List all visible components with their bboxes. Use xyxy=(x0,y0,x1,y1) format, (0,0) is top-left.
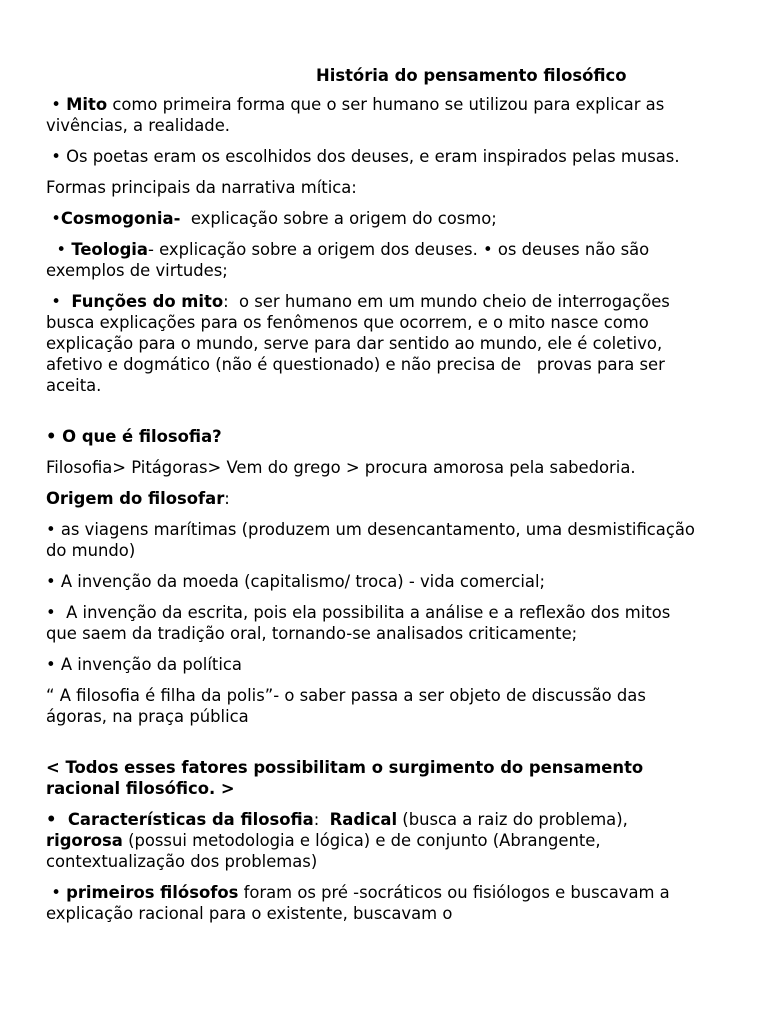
bullet: • xyxy=(46,883,67,902)
paragraph-formas: Formas principais da narrativa mítica: xyxy=(46,178,357,197)
paragraph-text: : o ser humano em um mundo cheio de interrogações busca explicações para os fenômenos que ocorrem, e o mito nasce como explicação para o mundo, serve para dar sentido ao mundo, ele é coletivo, afetivo e dogmático (não é questionado) e não precisa de provas para ser aceita. xyxy=(46,292,676,395)
spacer xyxy=(46,406,696,426)
paragraph-text: : xyxy=(313,810,330,829)
paragraph-poetas: • Os poetas eram os escolhidos dos deuses, e eram inspirados pelas musas. xyxy=(46,147,680,166)
heading-origem-do-filosofar xyxy=(46,488,696,509)
paragraph-invencao-politica: • A invenção da política xyxy=(46,655,242,674)
paragraph-text: explicação sobre a origem do cosmo; xyxy=(180,209,497,228)
paragraph-text: (possui metodologia e lógica) e de conjunto (Abrangente, contextualização dos problemas) xyxy=(46,831,606,871)
bullet: • xyxy=(46,95,67,114)
bullet: • xyxy=(46,209,61,228)
paragraph-text: : xyxy=(224,489,230,508)
term-rigorosa: rigorosa xyxy=(46,831,123,850)
term-teologia: Teologia xyxy=(71,240,148,259)
term-mito: Mito xyxy=(66,95,108,114)
bold-text: < Todos esses fatores possibilitam o surgimento do pensamento racional filosófico. > xyxy=(46,758,644,798)
paragraph-text: (busca a raiz do problema), xyxy=(397,810,634,829)
term-primeiros-filosofos: primeiros filósofos xyxy=(66,883,239,902)
paragraph-text: foram os pré -socráticos ou fisiólogos e buscavam a explicação racional para o existente, buscavam o xyxy=(46,883,675,923)
paragraph-funcoes-do-mito xyxy=(46,291,696,396)
heading-text: • O que é filosofia? xyxy=(46,427,222,446)
paragraph-fatores xyxy=(46,757,696,799)
paragraph-teologia xyxy=(46,239,696,281)
heading-o-que-e-filosofia xyxy=(46,426,696,447)
term-caracteristicas: • Características da filosofia xyxy=(46,810,314,829)
paragraph-caracteristicas xyxy=(46,809,696,872)
bullet: • xyxy=(46,240,72,259)
paragraph-invencao-moeda: • A invenção da moeda (capitalismo/ troca) - vida comercial; xyxy=(46,572,546,591)
paragraph-text: - explicação sobre a origem dos deuses. • os deuses não são exemplos de virtudes; xyxy=(46,240,655,280)
term-radical: Radical xyxy=(329,810,398,829)
paragraph-filosofia-pitagoras: Filosofia> Pitágoras> Vem do grego > procura amorosa pela sabedoria. xyxy=(46,458,636,477)
document-title: História do pensamento filosófico xyxy=(316,66,627,85)
paragraph-invencao-escrita: • A invenção da escrita, pois ela possibilita a análise e a reflexão dos mitos que saem da tradição oral, tornando-se analisados criticamente; xyxy=(46,603,676,643)
paragraph-primeiros-filosofos xyxy=(46,882,696,924)
paragraph-mito xyxy=(46,94,696,136)
document-page xyxy=(46,65,696,934)
heading-text: Origem do filosofar xyxy=(46,489,225,508)
term-cosmogonia: Cosmogonia- xyxy=(60,209,181,228)
spacer xyxy=(46,737,696,757)
paragraph-filha-da-polis: “ A filosofia é filha da polis”- o saber passa a ser objeto de discussão das ágoras, na praça pública xyxy=(46,686,646,726)
paragraph-text: como primeira forma que o ser humano se utilizou para explicar as vivências, a realidade. xyxy=(46,95,670,135)
bullet: • xyxy=(46,292,72,311)
term-funcoes-do-mito: Funções do mito xyxy=(71,292,224,311)
paragraph-cosmogonia xyxy=(46,208,696,229)
paragraph-viagens-maritimas: • as viagens marítimas (produzem um desencantamento, uma desmistificação do mundo) xyxy=(46,520,695,560)
